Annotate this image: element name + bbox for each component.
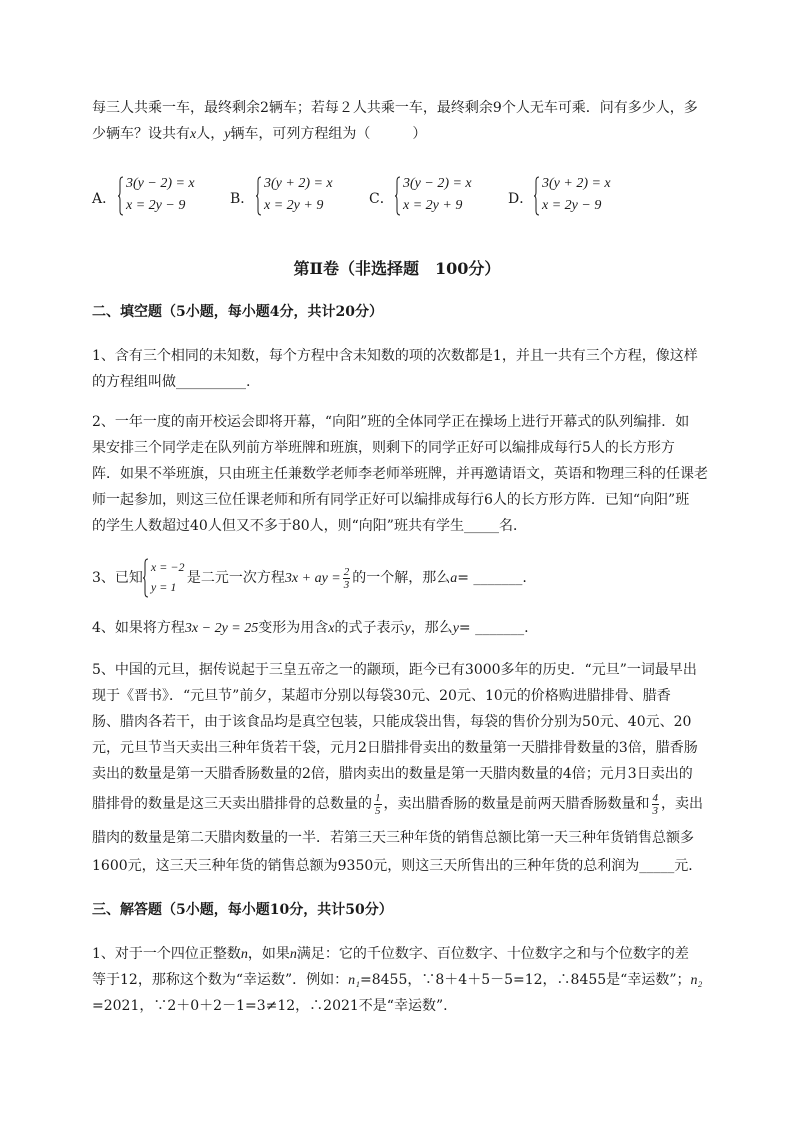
text: 4、如果将方程 [92, 620, 185, 636]
q5-line2: 现于《晋书》．“元旦节”前夕，某超市分别以每袋30元、20元、10元的价格购进腊排骨、腊香 [92, 688, 671, 704]
system-eq1: x = −2 [150, 560, 185, 574]
var-a: a [450, 571, 458, 586]
s3q1-line2 [92, 970, 702, 991]
text: 满足：它的千位数字、百位数字、十位数字之和与个位数字的差 [296, 946, 689, 962]
brace-icon [118, 176, 124, 216]
q5-line7: 腊肉的数量是第二天腊肉数量的一半．若第三天三种年货的销售总额比第一天三种年货销售总额多 [92, 830, 694, 846]
var-x: x [328, 621, 335, 636]
brace-icon [395, 176, 401, 216]
fraction [652, 792, 660, 817]
solution-system [143, 558, 187, 598]
text: 等于12，那称这个数为“幸运数”．例如： [92, 972, 349, 988]
option-b-label: B． [230, 191, 255, 207]
var-n: n [289, 947, 297, 962]
text: 变形为用含 [258, 620, 329, 636]
text: 1、对于一个四位正整数 [92, 946, 241, 962]
option-b [230, 176, 360, 220]
var-y: y [224, 127, 231, 142]
text: 的一个解，那么 [352, 570, 451, 586]
system-eq2: y = 1 [150, 580, 177, 594]
text: = _______. [458, 620, 529, 636]
s3q1-line1 [92, 944, 689, 965]
q2-line3: 阵．如果不举班旗，只由班主任兼数学老师李老师举班牌，并再邀请语文，英语和物理三科的任课老 [92, 466, 708, 482]
fraction-denominator: 5 [375, 804, 381, 817]
top-question-line1: 每三人共乘一车，最终剩余2辆车；若每２人共乘一车，最终剩余9个人无车可乘．问有多少人，多 [92, 100, 698, 116]
q5-line6 [92, 788, 703, 820]
option-c-label: C． [369, 191, 394, 207]
option-c-eq1: 3(y − 2) = x [403, 176, 472, 191]
text: ，如果 [247, 946, 290, 962]
option-c-eq2: x = 2y + 9 [403, 198, 463, 213]
text: = _______. [457, 570, 527, 586]
q1-line2: 的方程组叫做__________. [92, 374, 251, 390]
text: ，卖出 [661, 796, 703, 812]
top-question-line2 [92, 124, 426, 145]
section2-heading: 二、填空题（5小题，每小题4分，共计20分） [92, 304, 383, 320]
q4-line [92, 618, 529, 639]
fraction-numerator: 2 [343, 565, 350, 578]
option-b-eq1: 3(y + 2) = x [264, 176, 333, 191]
text: 腊排骨的数量是这三天卖出腊排骨的总数量的 [92, 796, 372, 812]
var-x: x [190, 127, 197, 142]
text: ，那么 [410, 620, 453, 636]
q1-line1: 1、含有三个相同的未知数，每个方程中含未知数的项的次数都是1，并且一共有三个方程，像这样 [92, 348, 698, 364]
fraction [343, 566, 351, 591]
fraction-denominator: 3 [343, 578, 350, 591]
fraction-denominator: 3 [652, 804, 658, 817]
var-n1: n₁ [348, 973, 361, 988]
option-b-eq2: x = 2y + 9 [264, 198, 324, 213]
q5-line3: 肠、腊肉各若干，由于该食品均是真空包装，只能成袋出售，每袋的售价分别为50元、40元、20 [92, 714, 692, 730]
fraction-numerator: 1 [375, 791, 381, 804]
equation: 3x − 2y = 25 [184, 621, 259, 636]
text: 的式子表示 [334, 620, 405, 636]
q2-line2: 果安排三个同学走在队列前方举班牌和班旗，则剩下的同学正好可以编排成每行5人的长方形方 [92, 440, 675, 456]
part2-title: 第Ⅱ卷（非选择题 100分） [293, 259, 501, 278]
option-a [92, 176, 222, 220]
brace-icon [256, 176, 262, 216]
q5-line4: 元，元旦节当天卖出三种年货若干袋，元月2日腊排骨卖出的数量第一天腊排骨数量的3倍，腊香肠 [92, 740, 698, 756]
q5-line8: 1600元，这三天三种年货的销售总额为9350元，则这三天所售出的三种年货的总利润为_____元． [92, 858, 703, 874]
text: ，卖出腊香肠的数量是前两天腊香肠数量和 [383, 796, 650, 812]
text: 辆车，可列方程组为（ ） [230, 126, 427, 142]
option-d-label: D． [508, 191, 534, 207]
q2-line4: 师一起参加，则这三位任课老师和所有同学正好可以编排成每行6人的长方形方阵．已知“向阳”班 [92, 492, 690, 508]
option-a-eq2: x = 2y − 9 [126, 198, 186, 213]
option-c [369, 176, 499, 220]
option-a-label: A． [92, 191, 117, 207]
option-d [508, 176, 638, 220]
var-n2: n₂ [690, 973, 703, 988]
fraction [374, 792, 382, 817]
var-y: y [404, 621, 411, 636]
brace-icon [534, 176, 540, 216]
q5-line5: 卖出的数量是第一天腊香肠数量的2倍，腊肉卖出的数量是第一天腊肉数量的4倍；元月3日卖出的 [92, 766, 693, 782]
brace-icon [143, 558, 149, 598]
option-d-eq2: x = 2y − 9 [542, 198, 602, 213]
text: 3、已知 [92, 570, 143, 586]
section2-q3 [92, 556, 742, 600]
text: 是二元一次方程 [186, 570, 285, 586]
var-n: n [240, 947, 248, 962]
text: =8455，∵8＋4＋5－5=12，∴8455是“幸运数”； [360, 972, 691, 988]
fraction-numerator: 4 [652, 791, 658, 804]
q2-line5: 的学生人数超过40人但又不多于80人，则“向阳”班共有学生_____名． [92, 518, 527, 534]
q2-line1: 2、一年一度的南开校运会即将开幕，“向阳”班的全体同学正在操场上进行开幕式的队列编排．如 [92, 414, 690, 430]
text: 人， [196, 126, 225, 142]
q3-line [92, 558, 527, 599]
q5-line1: 5、中国的元旦，据传说起于三皇五帝之一的颛顼，距今已有3000多年的历史．“元旦”一词最早出 [92, 662, 697, 678]
option-d-eq1: 3(y + 2) = x [542, 176, 611, 191]
s3q1-line3: =2021，∵2＋0＋2－1=3≠12，∴2021不是“幸运数”. [92, 998, 448, 1014]
var-y: y [452, 621, 459, 636]
text: 少辆车？设共有 [92, 126, 190, 142]
equation: 3x + ay = [284, 571, 341, 586]
option-a-eq1: 3(y − 2) = x [126, 176, 195, 191]
section3-heading: 三、解答题（5小题，每小题10分，共计50分） [92, 902, 393, 918]
